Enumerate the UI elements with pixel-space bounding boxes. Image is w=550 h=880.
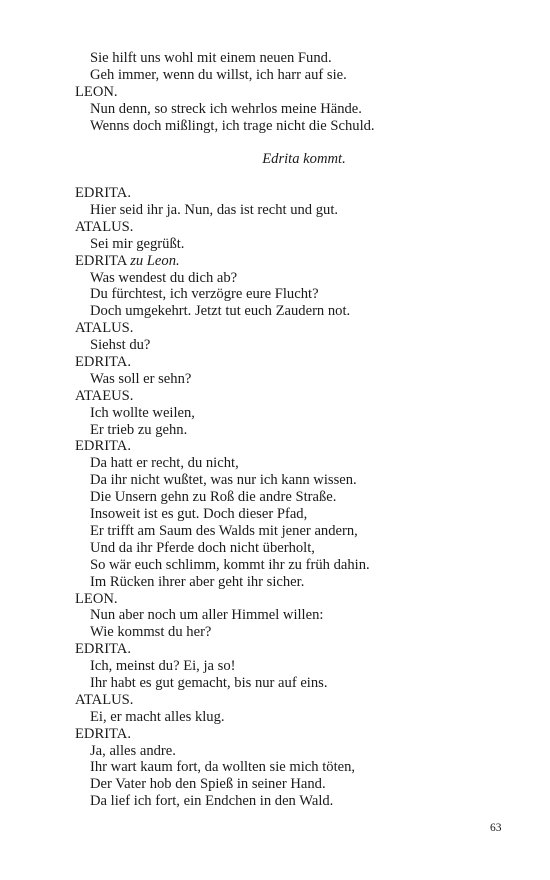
- verse-line: Da lief ich fort, ein Endchen in den Wald.: [90, 793, 334, 810]
- speaker-label: EDRITA.: [75, 185, 131, 202]
- verse-line: Nun denn, so streck ich wehrlos meine Hände.: [90, 100, 362, 117]
- speaker-name: [75, 641, 495, 658]
- speaker-label: EDRITA.: [75, 438, 131, 455]
- speaker-name: [75, 726, 495, 743]
- speaker-name: [75, 438, 495, 455]
- verse-line: Ihr habt es gut gemacht, bis nur auf eins.: [90, 674, 328, 691]
- speaker-name: [75, 692, 495, 709]
- speaker-name: [75, 185, 495, 202]
- verse-line: Nun aber noch um aller Himmel willen:: [90, 607, 324, 624]
- blank-line: [75, 134, 495, 151]
- verse-line: Was soll er sehn?: [90, 370, 192, 387]
- speaker-label: EDRITA.: [75, 725, 131, 742]
- verse-line: Geh immer, wenn du willst, ich harr auf sie.: [90, 66, 347, 83]
- speaker-name: [75, 84, 495, 101]
- speaker-label: ATALUS.: [75, 218, 134, 235]
- speaker-name: [75, 591, 495, 608]
- verse-line: Sei mir gegrüßt.: [90, 235, 185, 252]
- verse-line: Wenns doch mißlingt, ich trage nicht die Schuld.: [90, 117, 375, 134]
- speaker-name: [75, 219, 495, 236]
- speaker-name: [75, 320, 495, 337]
- verse-line: Im Rücken ihrer aber geht ihr sicher.: [90, 573, 305, 590]
- verse-line: Hier seid ihr ja. Nun, das ist recht und gut.: [90, 202, 339, 219]
- play-text: [75, 50, 495, 810]
- speaker-label: ATAEUS.: [75, 387, 134, 404]
- speaker-label: ATALUS.: [75, 320, 134, 337]
- speaker-name: [75, 354, 495, 371]
- speaker-name: [75, 388, 495, 405]
- verse-line: Und da ihr Pferde doch nicht überholt,: [90, 539, 315, 556]
- verse-line: Die Unsern gehn zu Roß die andre Straße.: [90, 489, 337, 506]
- verse-line: Ich, meinst du? Ei, ja so!: [90, 658, 236, 675]
- speaker-label: LEON.: [75, 83, 118, 100]
- verse-line: Da hatt er recht, du nicht,: [90, 455, 239, 472]
- verse-line: So wär euch schlimm, kommt ihr zu früh dahin.: [90, 556, 370, 573]
- page-number: 63: [490, 822, 502, 834]
- verse-line: Ich wollte weilen,: [90, 404, 195, 421]
- verse-line: Du fürchtest, ich verzögre eure Flucht?: [90, 286, 319, 303]
- speaker-label: ATALUS.: [75, 691, 134, 708]
- verse-line: Insoweit ist es gut. Doch dieser Pfad,: [90, 506, 308, 523]
- speaker-label: EDRITA.: [75, 641, 131, 658]
- stage-direction-inline: zu Leon.: [130, 252, 180, 269]
- verse-line: Ei, er macht alles klug.: [90, 708, 225, 725]
- verse-line: Siehst du?: [90, 337, 151, 354]
- speaker-label: LEON.: [75, 590, 118, 607]
- blank-line: [75, 168, 495, 185]
- verse-line: Doch umgekehrt. Jetzt tut euch Zaudern not.: [90, 303, 351, 320]
- stage-direction: Edrita kommt.: [262, 151, 346, 168]
- verse-line: Sie hilft uns wohl mit einem neuen Fund.: [90, 50, 332, 66]
- speaker-label: EDRITA.: [75, 354, 131, 371]
- verse-line: Was wendest du dich ab?: [90, 269, 238, 286]
- verse-line: Wie kommst du her?: [90, 624, 212, 641]
- verse-line: Er trieb zu gehn.: [90, 421, 188, 438]
- verse-line: Ihr wart kaum fort, da wollten sie mich töten,: [90, 759, 356, 776]
- speaker-name: [75, 253, 495, 270]
- verse-line: Da ihr nicht wußtet, was nur ich kann wissen.: [90, 472, 357, 489]
- verse-line: Ja, alles andre.: [90, 742, 176, 759]
- verse-line: Der Vater hob den Spieß in seiner Hand.: [90, 776, 326, 793]
- verse-line: Er trifft am Saum des Walds mit jener andern,: [90, 522, 358, 539]
- speaker-label: EDRITA: [75, 252, 127, 269]
